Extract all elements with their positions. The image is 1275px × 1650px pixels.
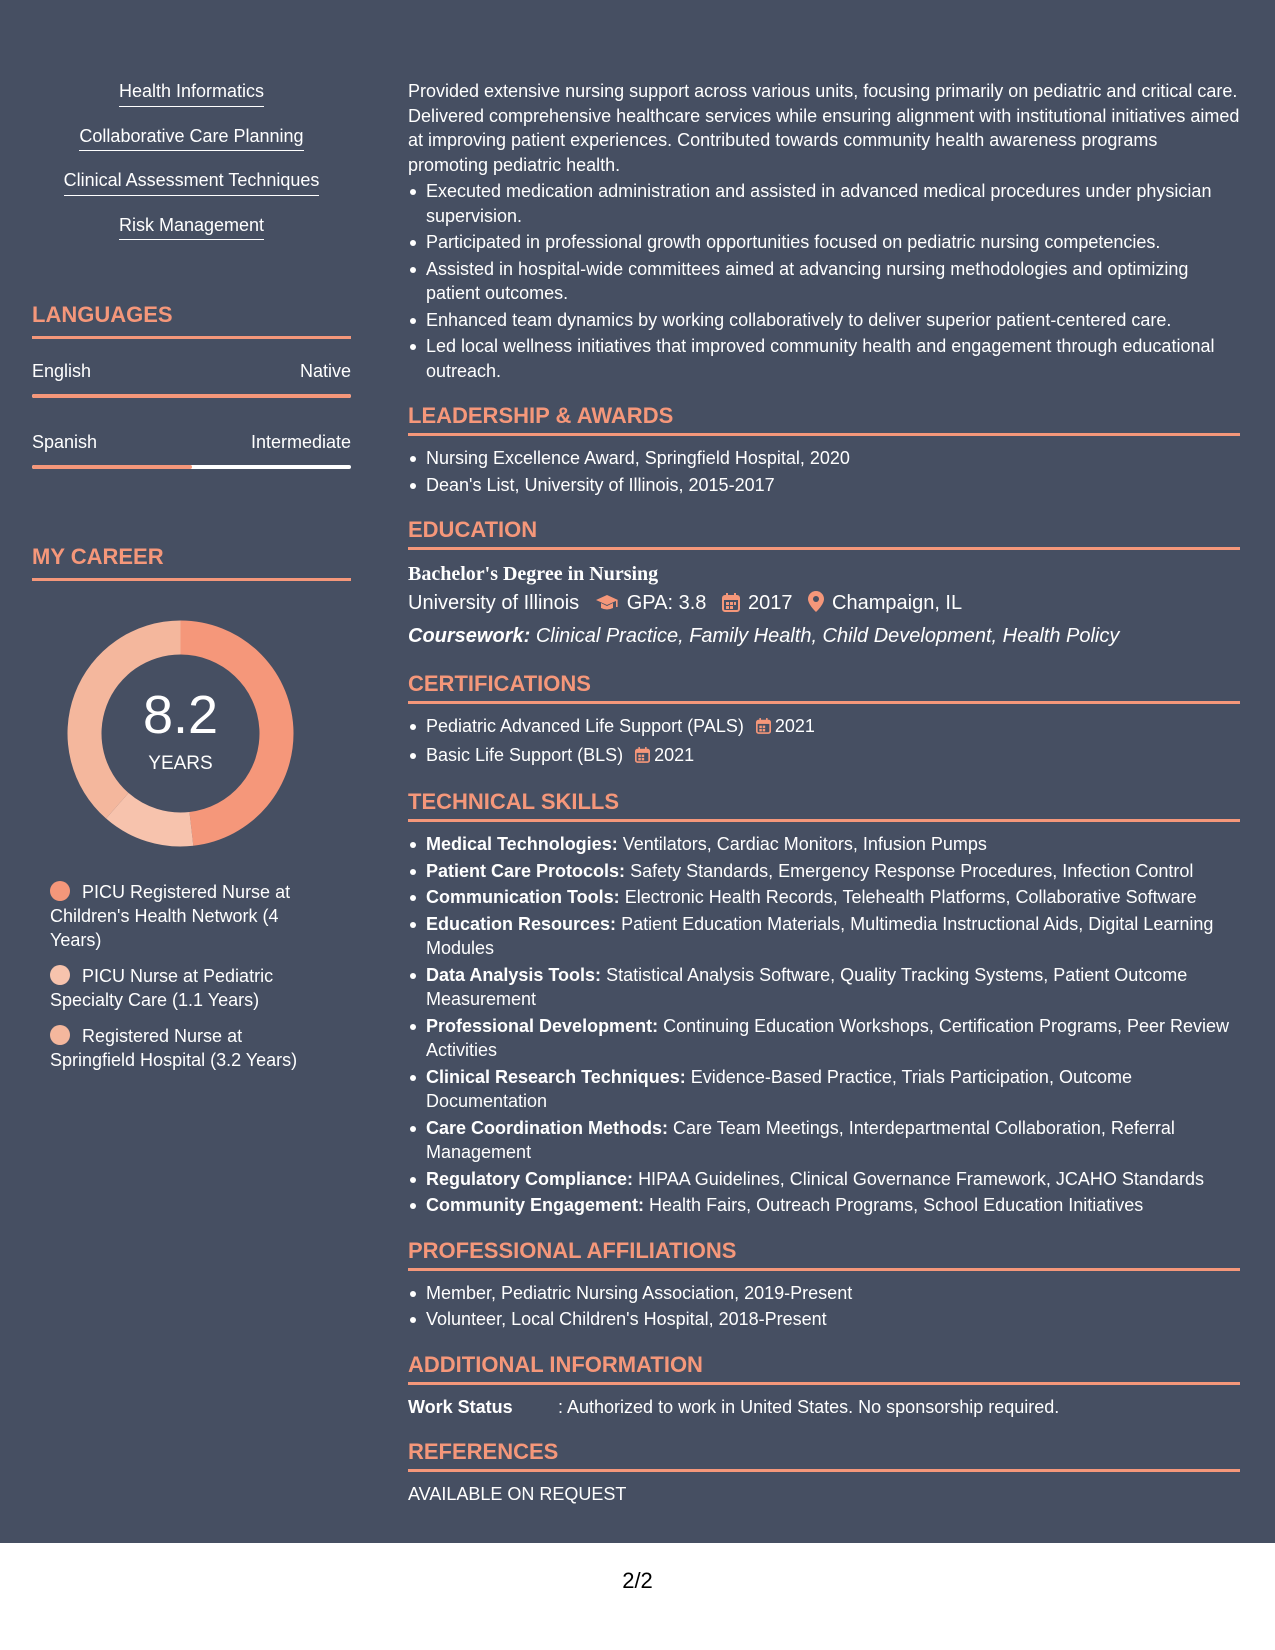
skill-category: Clinical Research Techniques: bbox=[426, 1066, 686, 1087]
language-spanish bbox=[32, 432, 351, 469]
technical-skill-item bbox=[408, 912, 1240, 961]
skill-category: Education Resources: bbox=[426, 913, 617, 934]
certification-year: 2021 bbox=[654, 744, 695, 765]
skill-list bbox=[32, 80, 351, 258]
school-location: Champaign, IL bbox=[832, 592, 963, 614]
skill-values: Care Team Meetings, Interdepartmental Collaboration, Referral Management bbox=[426, 1117, 1175, 1162]
calendar-icon bbox=[635, 745, 650, 770]
skill-values: Evidence-Based Practice, Trials Participation, Outcome Documentation bbox=[426, 1066, 1132, 1111]
affiliations-heading: PROFESSIONAL AFFILIATIONS bbox=[408, 1238, 1240, 1271]
language-level-fill bbox=[32, 394, 351, 398]
affiliation-item: Volunteer, Local Children's Hospital, 2018-Present bbox=[408, 1307, 1240, 1332]
career-legend bbox=[50, 880, 320, 1084]
skill-category: Communication Tools: bbox=[426, 887, 620, 907]
coursework-label: Coursework: bbox=[408, 625, 531, 647]
calendar-icon bbox=[756, 716, 771, 741]
coursework-list: Clinical Practice, Family Health, Child Development, Health Policy bbox=[535, 625, 1120, 647]
right-column bbox=[408, 79, 1240, 1506]
skill-values: Electronic Health Records, Telehealth Platforms, Collaborative Software bbox=[624, 887, 1197, 907]
skill-category: Care Coordination Methods: bbox=[426, 1117, 668, 1138]
legend-dot-icon bbox=[50, 881, 70, 901]
legend-dot-icon bbox=[50, 965, 70, 985]
page-number: 2/2 bbox=[622, 1568, 653, 1593]
language-english bbox=[32, 361, 351, 398]
school-name: University of Illinois bbox=[408, 592, 580, 614]
language-level-bar bbox=[32, 394, 351, 398]
work-status-label: Work Status bbox=[408, 1396, 513, 1417]
technical-skill-item bbox=[408, 1167, 1240, 1192]
languages-heading: LANGUAGES bbox=[32, 302, 351, 339]
technical-skills-heading: TECHNICAL SKILLS bbox=[408, 789, 1240, 822]
career-legend-item bbox=[50, 1024, 320, 1072]
experience-bullets bbox=[408, 179, 1240, 383]
language-level: Intermediate bbox=[250, 432, 351, 452]
certification-item bbox=[408, 714, 1240, 741]
skill-category: Professional Development: bbox=[426, 1015, 659, 1036]
certifications-heading: CERTIFICATIONS bbox=[408, 671, 1240, 704]
experience-bullet: Assisted in hospital-wide committees aimed at advancing nursing methodologies and optimizing patient outcomes. bbox=[408, 257, 1240, 306]
certification-year: 2021 bbox=[774, 716, 815, 736]
skill-category: Data Analysis Tools: bbox=[426, 964, 602, 985]
career-item-label: PICU Registered Nurse at Children's Health Network (4 Years) bbox=[50, 882, 291, 950]
coursework bbox=[408, 621, 1240, 651]
career-heading: MY CAREER bbox=[32, 544, 351, 581]
career-years-unit: YEARS bbox=[148, 753, 213, 774]
skill-item: Health Informatics bbox=[119, 80, 264, 107]
skill-item: Risk Management bbox=[119, 214, 264, 241]
technical-skill-item bbox=[408, 1014, 1240, 1063]
technical-skill-item bbox=[408, 1116, 1240, 1165]
experience-bullet: Enhanced team dynamics by working collaboratively to deliver superior patient-centered care. bbox=[408, 308, 1240, 333]
references-text: AVAILABLE ON REQUEST bbox=[408, 1483, 627, 1504]
skill-values: Continuing Education Workshops, Certification Programs, Peer Review Activities bbox=[426, 1015, 1230, 1060]
certification-name: Pediatric Advanced Life Support (PALS) bbox=[426, 716, 744, 736]
languages-section bbox=[32, 302, 351, 469]
language-level: Native bbox=[299, 361, 351, 381]
career-item-label: Registered Nurse at Springfield Hospital (3.2 Years) bbox=[50, 1026, 298, 1070]
degree-title: Bachelor's Degree in Nursing bbox=[408, 563, 659, 585]
location-pin-icon bbox=[808, 591, 824, 621]
skill-values: Ventilators, Cardiac Monitors, Infusion Pumps bbox=[622, 834, 987, 854]
experience-summary: Provided extensive nursing support across various units, focusing primarily on pediatric and critical care. Delivered comprehensive healthcare services while ensuring alignment with institutional initiatives aimed at improving patient experiences. Contributed towards community health awareness programs promoting pediatric health. bbox=[408, 81, 1240, 175]
career-section bbox=[32, 544, 351, 581]
skill-values: Statistical Analysis Software, Quality Tracking Systems, Patient Outcome Measurement bbox=[426, 964, 1188, 1009]
technical-skill-item bbox=[408, 1193, 1240, 1218]
skill-values: HIPAA Guidelines, Clinical Governance Framework, JCAHO Standards bbox=[638, 1168, 1204, 1189]
experience-bullet: Executed medication administration and assisted in advanced medical procedures under physician supervision. bbox=[408, 179, 1240, 228]
graduation-cap-icon bbox=[595, 591, 619, 621]
education-details bbox=[408, 588, 1240, 621]
technical-skill-item bbox=[408, 1065, 1240, 1114]
career-legend-item bbox=[50, 880, 320, 952]
education-heading: EDUCATION bbox=[408, 517, 1240, 550]
skill-category: Regulatory Compliance: bbox=[426, 1168, 634, 1189]
technical-skill-item bbox=[408, 963, 1240, 1012]
work-status-row bbox=[408, 1395, 1240, 1419]
gpa: GPA: 3.8 bbox=[626, 592, 707, 614]
technical-skill-item bbox=[408, 885, 1240, 910]
award-item: Nursing Excellence Award, Springfield Hospital, 2020 bbox=[408, 446, 1240, 471]
technical-skill-item bbox=[408, 859, 1240, 884]
career-total-years: 8.2 bbox=[142, 685, 219, 745]
affiliations-list bbox=[408, 1281, 1240, 1332]
skill-category: Patient Care Protocols: bbox=[426, 860, 626, 881]
calendar-icon bbox=[722, 591, 740, 621]
work-status-value: : Authorized to work in United States. No sponsorship required. bbox=[558, 1396, 1060, 1417]
legend-dot-icon bbox=[50, 1025, 70, 1045]
career-item-label: PICU Nurse at Pediatric Specialty Care (1.1 Years) bbox=[50, 966, 274, 1010]
skill-values: Patient Education Materials, Multimedia Instructional Aids, Digital Learning Modules bbox=[426, 913, 1214, 958]
leadership-heading: LEADERSHIP & AWARDS bbox=[408, 403, 1240, 436]
references-heading: REFERENCES bbox=[408, 1439, 1240, 1472]
certification-name: Basic Life Support (BLS) bbox=[426, 744, 624, 765]
affiliation-item: Member, Pediatric Nursing Association, 2019-Present bbox=[408, 1281, 1240, 1306]
language-level-fill bbox=[32, 465, 192, 469]
skill-item: Clinical Assessment Techniques bbox=[64, 169, 320, 196]
graduation-year: 2017 bbox=[747, 592, 793, 614]
certification-item bbox=[408, 743, 1240, 770]
technical-skill-item bbox=[408, 832, 1240, 857]
experience-bullet: Led local wellness initiatives that improved community health and engagement through educational outreach. bbox=[408, 334, 1240, 383]
language-name: English bbox=[32, 361, 92, 381]
skill-values: Health Fairs, Outreach Programs, School Education Initiatives bbox=[649, 1195, 1144, 1215]
certifications-list bbox=[408, 714, 1240, 769]
award-item: Dean's List, University of Illinois, 2015-2017 bbox=[408, 473, 1240, 498]
career-donut-chart bbox=[67, 620, 294, 847]
skill-category: Medical Technologies: bbox=[426, 834, 618, 854]
experience-bullet: Participated in professional growth opportunities focused on pediatric nursing competencies. bbox=[408, 230, 1240, 255]
language-name: Spanish bbox=[32, 432, 98, 452]
leadership-list bbox=[408, 446, 1240, 497]
career-legend-item bbox=[50, 964, 320, 1012]
skill-category: Community Engagement: bbox=[426, 1195, 645, 1215]
language-level-bar bbox=[32, 465, 351, 469]
skill-item: Collaborative Care Planning bbox=[79, 125, 303, 152]
technical-skills-list bbox=[408, 832, 1240, 1218]
skill-values: Safety Standards, Emergency Response Procedures, Infection Control bbox=[630, 860, 1194, 881]
additional-info-heading: ADDITIONAL INFORMATION bbox=[408, 1352, 1240, 1385]
